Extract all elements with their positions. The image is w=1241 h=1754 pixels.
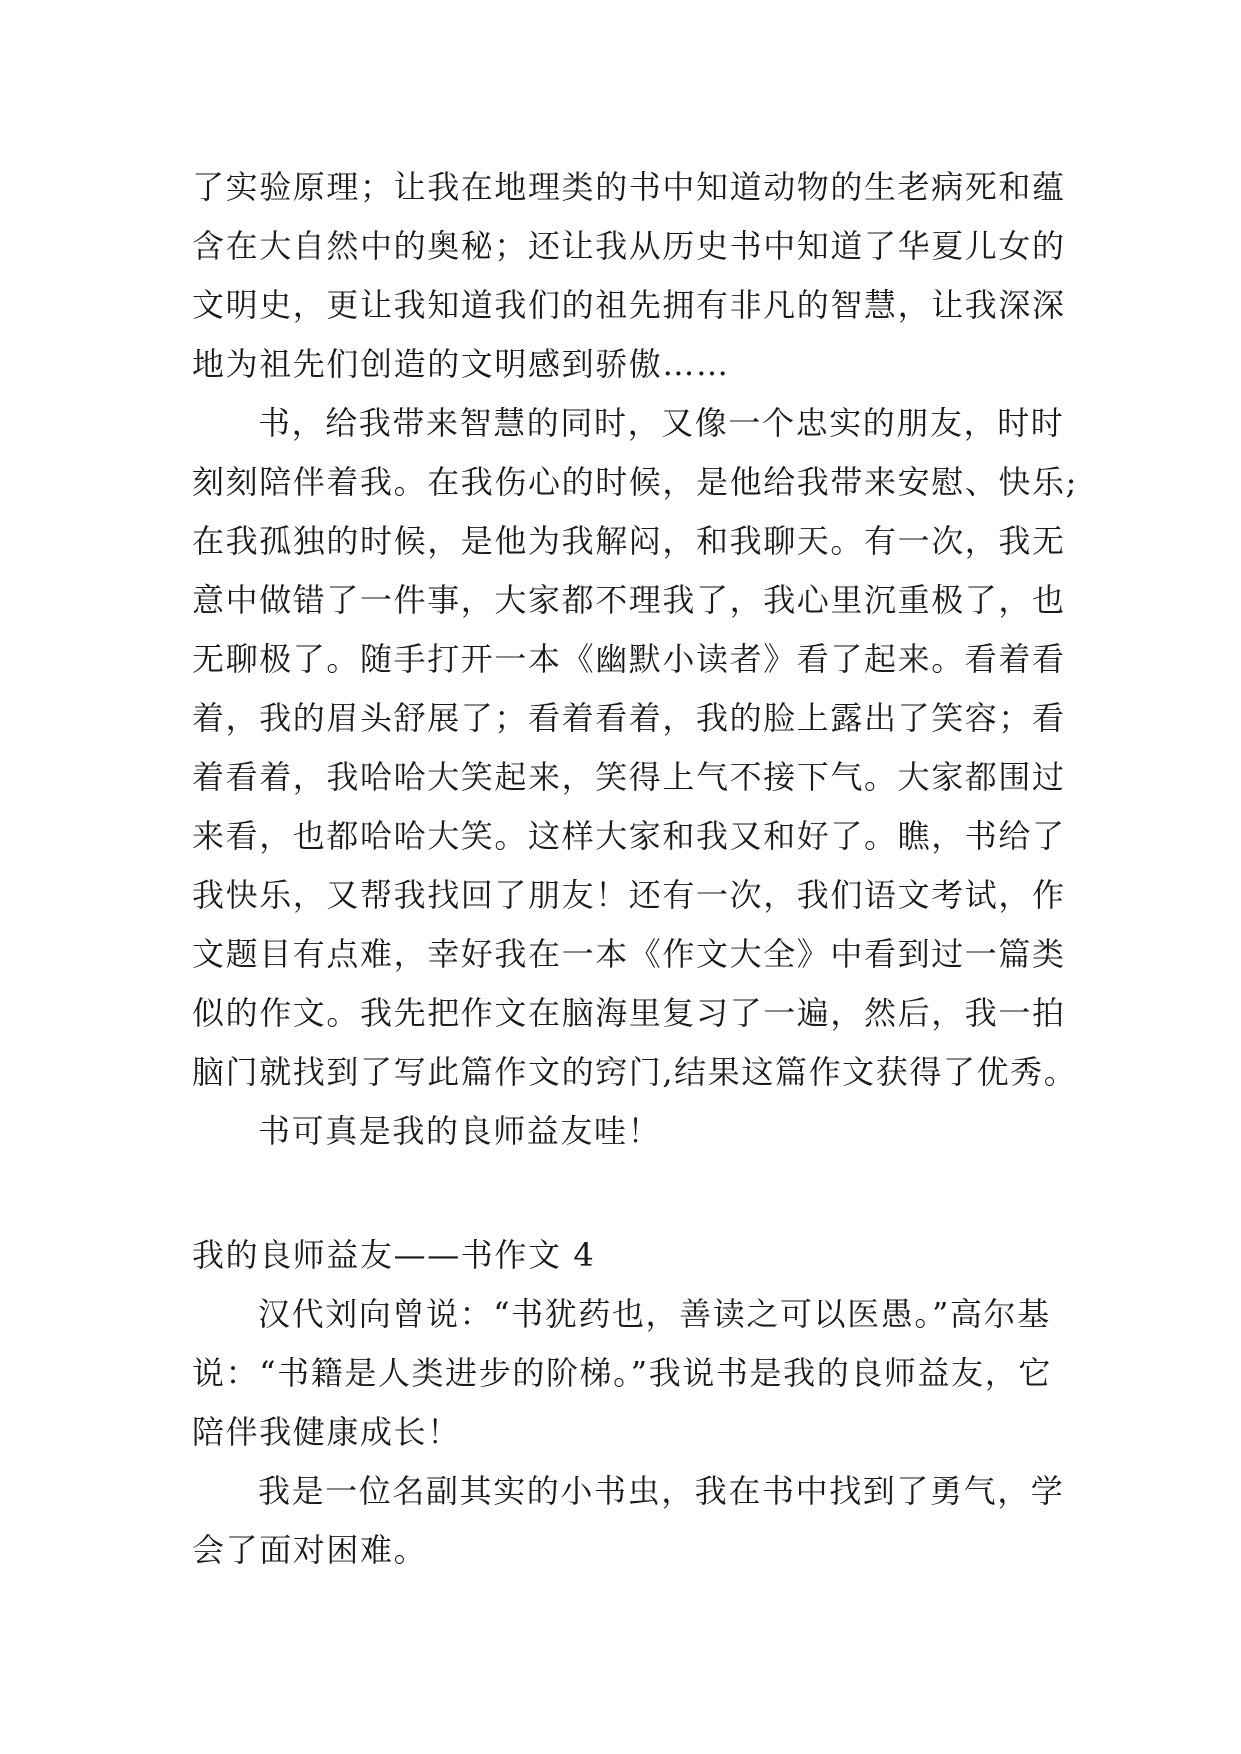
paragraph-bookworm	[192, 1462, 1065, 1580]
section-title: 我的良师益友——书作文 4	[192, 1236, 596, 1274]
paragraph-continued	[192, 158, 1066, 394]
text-line: 无聊极了。随手打开一本《幽默小读者》看了起来。看着看	[192, 640, 1066, 678]
text-line: 来看，也都哈哈大笑。这样大家和我又和好了。瞧，书给了	[192, 817, 1066, 855]
text-line: 了实验原理；让我在地理类的书中知道动物的生老病死和蕴	[192, 168, 1066, 206]
text-line: 含在大自然中的奥秘；还让我从历史书中知道了华夏儿女的	[192, 227, 1066, 265]
text-line: 书，给我带来智慧的同时，又像一个忠实的朋友，时时	[258, 404, 1065, 442]
text-line: 我快乐，又帮我找回了朋友！还有一次，我们语文考试，作	[192, 876, 1066, 914]
text-line: 文明史，更让我知道我们的祖先拥有非凡的智慧，让我深深	[192, 286, 1066, 324]
text-line: 脑门就找到了写此篇作文的窍门,结果这篇作文获得了优秀。	[192, 1053, 1078, 1091]
text-line: 文题目有点难，幸好我在一本《作文大全》中看到过一篇类	[192, 935, 1066, 973]
paragraph-friend	[192, 394, 1078, 1102]
text-line: 着，我的眉头舒展了；看着看着，我的脸上露出了笑容；看	[192, 699, 1066, 737]
text-line: 似的作文。我先把作文在脑海里复习了一遍，然后，我一拍	[192, 994, 1066, 1032]
text-line: 刻刻陪伴着我。在我伤心的时候，是他给我带来安慰、快乐;	[192, 463, 1078, 501]
text-line: 我是一位名副其实的小书虫，我在书中找到了勇气，学	[258, 1472, 1065, 1510]
text-line: 在我孤独的时候，是他为我解闷，和我聊天。有一次，我无	[192, 522, 1066, 560]
paragraph-quote	[192, 1285, 1054, 1462]
text-line: 汉代刘向曾说：“书犹药也，善读之可以医愚。”高尔基	[258, 1295, 1051, 1333]
text-line: 会了面对困难。	[192, 1531, 428, 1569]
paragraph-closing	[192, 1102, 1054, 1161]
text-line: 书可真是我的良师益友哇！	[258, 1112, 662, 1150]
text-line: 着看着，我哈哈大笑起来，笑得上气不接下气。大家都围过	[192, 758, 1066, 796]
text-line: 陪伴我健康成长！	[192, 1413, 461, 1451]
text-line: 说：“书籍是人类进步的阶梯。”我说书是我的良师益友，它	[192, 1354, 1052, 1392]
text-line: 地为祖先们创造的文明感到骄傲……	[192, 345, 730, 383]
text-line: 意中做错了一件事，大家都不理我了，我心里沉重极了，也	[192, 581, 1066, 619]
